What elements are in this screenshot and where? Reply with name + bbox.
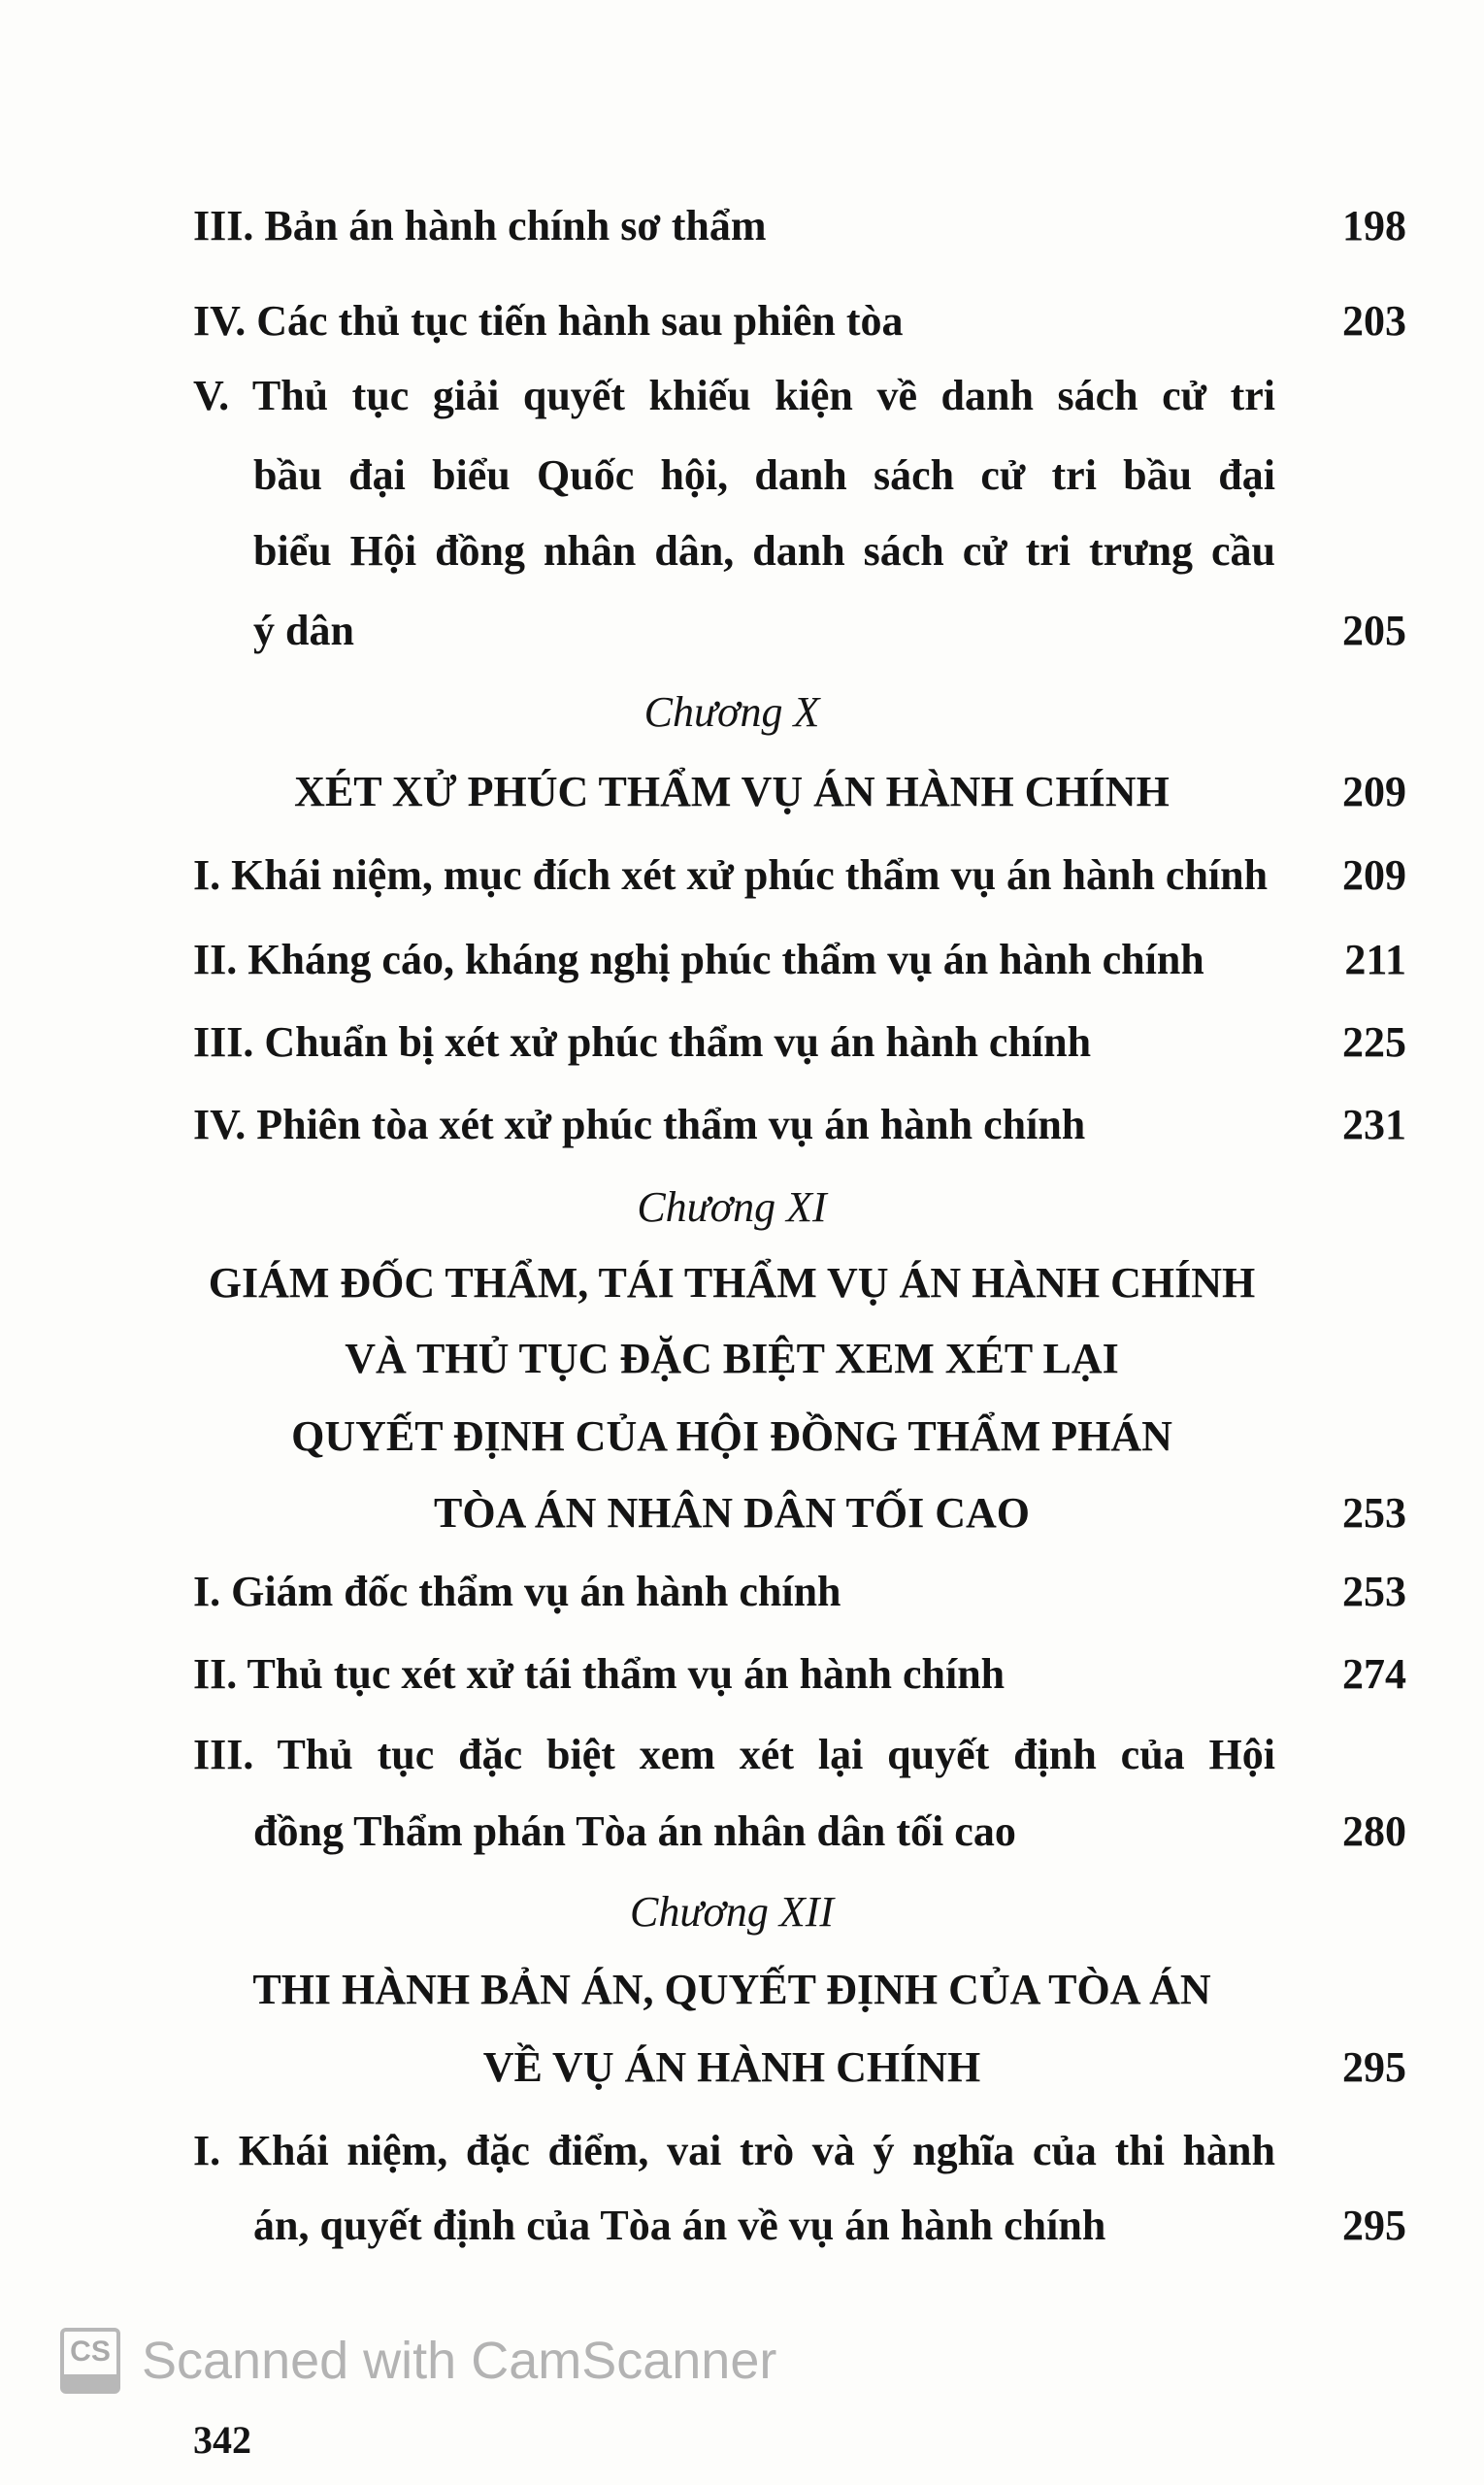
toc-entry — [193, 187, 1406, 265]
entry-title: II. Kháng cáo, kháng nghị phúc thẩm vụ án hành chính — [193, 936, 1204, 983]
logo-text: CS — [70, 2336, 111, 2368]
entry-page: 280 — [1342, 1807, 1406, 1855]
toc-entry — [193, 1636, 1406, 1713]
chapter-label: Chương XII — [629, 1888, 834, 1936]
toc-entry — [193, 1553, 1406, 1631]
chapter-label: Chương X — [643, 688, 820, 736]
toc-entry — [193, 1004, 1406, 1081]
entry-title: I. Khái niệm, đặc điểm, vai trò và ý nghĩa của thi hành — [193, 2127, 1275, 2174]
toc-entry-cont — [193, 437, 1406, 514]
entry-title: I. Khái niệm, mục đích xét xử phúc thẩm vụ án hành chính — [193, 851, 1269, 899]
entry-title: III. Chuẩn bị xét xử phúc thẩm vụ án hành chính — [193, 1018, 1092, 1066]
entry-title: V. Thủ tục giải quyết khiếu kiện về danh sách cử tri — [193, 372, 1275, 419]
page-number: 342 — [193, 2418, 251, 2462]
toc-entry — [193, 921, 1406, 999]
entry-page: 205 — [1342, 607, 1406, 654]
entry-page: 203 — [1342, 297, 1406, 345]
toc-entry — [193, 282, 1406, 360]
chapter-page: 209 — [1342, 768, 1406, 815]
entry-title: IV. Các thủ tục tiến hành sau phiên tòa — [193, 297, 904, 345]
entry-title: I. Giám đốc thẩm vụ án hành chính — [193, 1568, 841, 1615]
entry-title: án, quyết định của Tòa án về vụ án hành chính — [253, 2202, 1106, 2249]
watermark-text: Scanned with CamScanner — [142, 2332, 777, 2390]
toc-entry-cont — [193, 592, 1406, 670]
entry-title: IV. Phiên tòa xét xử phúc thẩm vụ án hành chính — [193, 1101, 1086, 1148]
camscanner-watermark — [60, 2328, 776, 2394]
entry-title: III. Bản án hành chính sơ thẩm — [193, 202, 767, 249]
chapter-title-line: QUYẾT ĐỊNH CỦA HỘI ĐỒNG THẨM PHÁN — [291, 1412, 1172, 1460]
entry-page: 198 — [1342, 202, 1406, 249]
entry-page: 211 — [1344, 936, 1406, 983]
entry-title: ý dân — [253, 607, 354, 654]
chapter-page: 295 — [1342, 2043, 1406, 2091]
entry-page: 209 — [1342, 851, 1406, 899]
toc-entry — [193, 1086, 1406, 1164]
entry-title: III. Thủ tục đặc biệt xem xét lại quyết định của Hội — [193, 1731, 1275, 1778]
chapter-title-line: GIÁM ĐỐC THẨM, TÁI THẨM VỤ ÁN HÀNH CHÍNH — [208, 1259, 1256, 1307]
toc-entry — [193, 357, 1406, 435]
entry-page: 231 — [1342, 1101, 1406, 1148]
entry-title: đồng Thẩm phán Tòa án nhân dân tối cao — [253, 1807, 1016, 1855]
entry-title: bầu đại biểu Quốc hội, danh sách cử tri bầu đại — [253, 451, 1275, 499]
toc-entry — [193, 837, 1406, 914]
chapter-title: XÉT XỬ PHÚC THẨM VỤ ÁN HÀNH CHÍNH — [294, 768, 1170, 815]
entry-page: 295 — [1342, 2202, 1406, 2249]
chapter-title-line: TÒA ÁN NHÂN DÂN TỐI CAO — [433, 1489, 1031, 1537]
toc-entry — [193, 1716, 1406, 1794]
toc-entry-cont — [193, 2187, 1406, 2265]
chapter-title-line: THI HÀNH BẢN ÁN, QUYẾT ĐỊNH CỦA TÒA ÁN — [252, 1966, 1211, 2013]
toc-entry-cont — [193, 513, 1406, 590]
entry-page: 225 — [1342, 1018, 1406, 1066]
toc-entry-cont — [193, 1793, 1406, 1871]
entry-page: 274 — [1342, 1650, 1406, 1698]
camscanner-logo-icon — [60, 2328, 120, 2394]
entry-title: II. Thủ tục xét xử tái thẩm vụ án hành chính — [193, 1650, 1006, 1698]
chapter-title-line: VỀ VỤ ÁN HÀNH CHÍNH — [482, 2043, 981, 2091]
toc-entry — [193, 2112, 1406, 2190]
chapter-page: 253 — [1342, 1489, 1406, 1537]
chapter-label: Chương XI — [637, 1183, 827, 1231]
chapter-title-line: VÀ THỦ TỤC ĐẶC BIỆT XEM XÉT LẠI — [345, 1335, 1119, 1382]
entry-title: biểu Hội đồng nhân dân, danh sách cử tri trưng cầu — [253, 527, 1275, 575]
entry-page: 253 — [1342, 1568, 1406, 1615]
